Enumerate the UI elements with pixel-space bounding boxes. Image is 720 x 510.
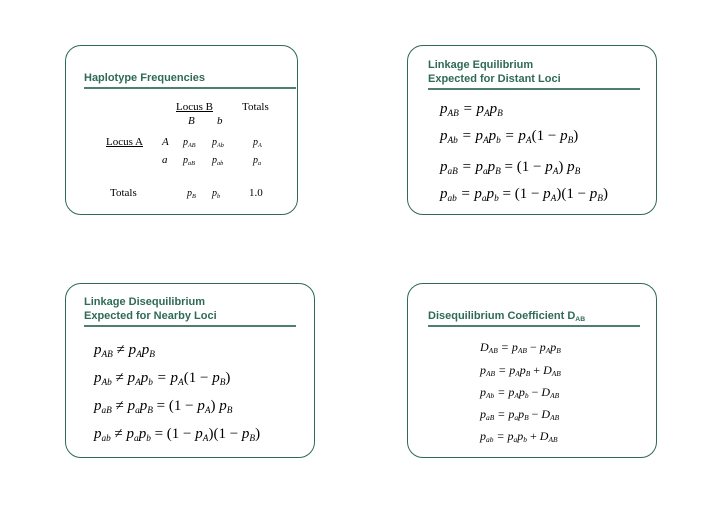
cell-p-A: $p_A$ (253, 137, 262, 149)
col-B-label: B (188, 115, 195, 127)
equation: $p_{AB} = p_Ap_B$ (440, 101, 503, 119)
row-group-label: Locus A (106, 136, 143, 148)
slide-title-line2: Expected for Distant Loci (428, 73, 561, 85)
slide-haplotype-frequencies (65, 45, 298, 215)
title-underline (428, 325, 640, 327)
slide-title-line2: Expected for Nearby Loci (84, 310, 217, 322)
slide-linkage-equilibrium (407, 45, 657, 215)
cell-p-Ab: $p_{Ab}$ (212, 137, 224, 149)
cell-p-a: $p_a$ (253, 155, 262, 167)
equation: $D_{AB} = p_{AB} - p_Ap_B$ (480, 340, 561, 356)
equation: $p_{AB} = p_Ap_B + D_{AB}$ (480, 363, 561, 379)
cell-p-b: $p_b$ (212, 188, 221, 200)
cell-p-AB: $p_{AB}$ (183, 137, 196, 149)
slide-linkage-disequilibrium (65, 283, 315, 458)
equation: $p_{Ab} = p_Ap_b - D_{AB}$ (480, 385, 560, 401)
row-a-label: a (162, 154, 168, 166)
title-underline (84, 325, 296, 327)
slide-title: Haplotype Frequencies (84, 72, 206, 84)
col-b-label: b (217, 115, 223, 127)
grand-total: 1.0 (249, 187, 263, 199)
col-group-label: Locus B (176, 101, 213, 113)
cell-p-B: $p_B$ (187, 188, 196, 200)
equation: $p_{ab} = p_ap_b + D_{AB}$ (480, 429, 558, 445)
equation: $p_{Ab} \ne p_Ap_b = p_A(1 - p_B)$ (94, 370, 231, 388)
equation: $p_{aB} \ne p_ap_B = (1 - p_A)$ $p_B$ (94, 398, 233, 416)
equation: $p_{ab} \ne p_ap_b = (1 - p_A)(1 - p_B)$ (94, 426, 261, 444)
slide-title: Disequilibrium Coefficient $D_{AB}$ (428, 310, 586, 324)
title-underline (428, 88, 640, 90)
equation: $p_{aB} = p_ap_B - D_{AB}$ (480, 407, 560, 423)
slide-title-line1: Linkage Disequilibrium (84, 296, 206, 308)
equation: $p_{AB} \ne p_Ap_B$ (94, 342, 155, 360)
title-underline (84, 87, 296, 89)
cell-p-ab: $p_{ab}$ (212, 155, 224, 167)
equation: $p_{Ab} = p_Ap_b = p_A(1 - p_B)$ (440, 128, 579, 146)
slide-disequilibrium-coefficient (407, 283, 657, 458)
row-A-label: A (162, 136, 169, 148)
equation: $p_{aB} = p_ap_B = (1 - p_A)$ $p_B$ (440, 159, 581, 177)
slide-title-line1: Linkage Equilibrium (428, 59, 534, 71)
col-totals-label: Totals (242, 101, 269, 113)
cell-p-aB: $p_{aB}$ (183, 155, 195, 167)
equation: $p_{ab} = p_ap_b = (1 - p_A)(1 - p_B)$ (440, 186, 608, 204)
row-totals-label: Totals (110, 187, 137, 199)
